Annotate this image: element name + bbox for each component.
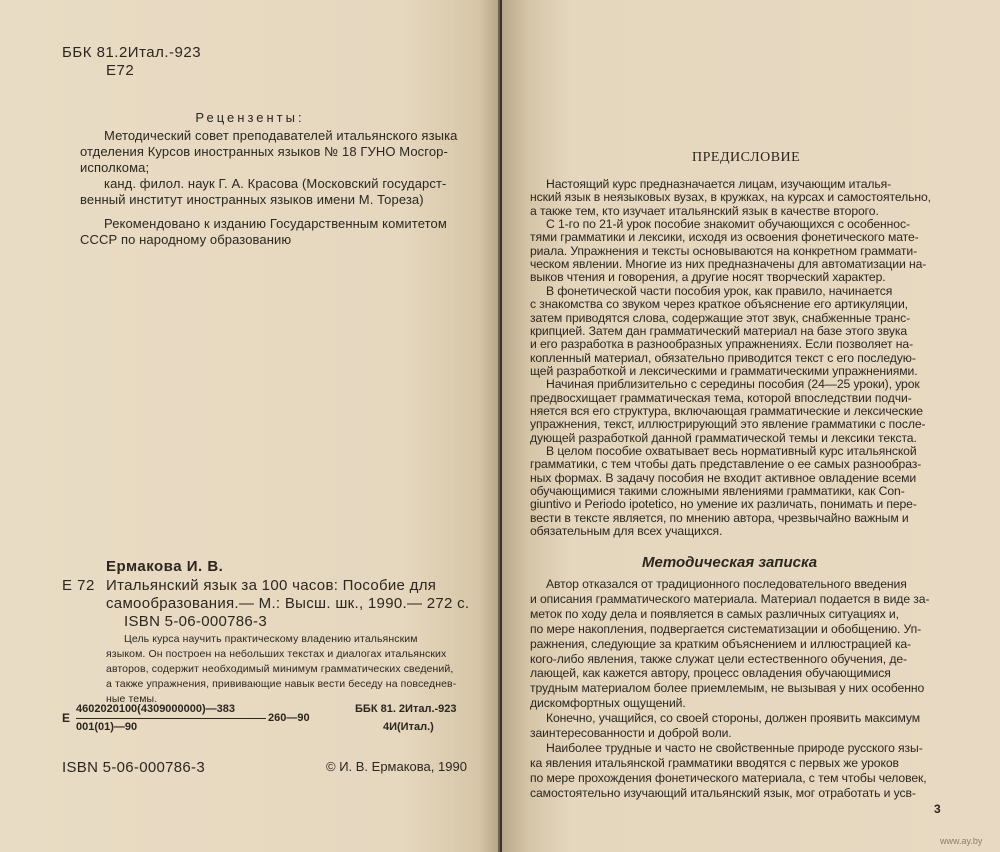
preface-line: дующей разработкой данной грамматической темы и лексики текста.: [530, 430, 917, 445]
method-note-heading: Методическая записка: [642, 554, 818, 571]
preface-line: Начиная приблизительно с середины пособия (24—25 уроки), урок: [546, 377, 920, 392]
method-note-line: самостоятельно изучающий итальянский язык, мог отработать и усв-: [530, 785, 916, 800]
recommendation-line: СССР по народному образованию: [80, 232, 292, 247]
method-note-line: и описания грамматического материала. Материал подается в виде за-: [530, 591, 930, 606]
bbk-subcode-bottom: 4И(Итал.): [383, 721, 434, 733]
method-note-line: по мере прохождения фонетического материала, с тем чтобы человек,: [530, 770, 927, 785]
method-note-line: кого-либо явления, также служат цели естественного обучения, де-: [530, 651, 908, 666]
author-name: Ермакова И. В.: [106, 558, 224, 575]
preface-line: тями грамматики и лексики, исходя из освоения фонетического мате-: [530, 230, 919, 245]
description-line: языком. Он построен на небольших текстах и диалогах итальянских: [106, 648, 447, 660]
preface-line: щей разработкой и лексическими и грамматическими упражнениями.: [530, 363, 918, 378]
page-number: 3: [934, 802, 941, 816]
preface-line: ческом явлении. Многие из них предназначены для автоматизации на-: [530, 257, 927, 272]
preface-line: риала. Упражнения и тексты основываются на конкретном граммати-: [530, 243, 918, 258]
book-isbn: ISBN 5-06-000786-3: [124, 613, 267, 630]
reviewer-line: канд. филол. наук Г. А. Красова (Московский государст-: [104, 176, 447, 191]
isbn: ISBN 5-06-000786-3: [62, 759, 205, 776]
watermark: www.ay.by: [940, 836, 983, 846]
reviewer-line: отделения Курсов иностранных языков № 18 ГУНО Мосгор-: [80, 144, 448, 159]
reviewer-line: венный институт иностранных языков имени М. Тореза): [80, 192, 424, 207]
description-line: а также упражнения, прививающие навык вести беседу на повседнев-: [106, 678, 457, 690]
copyright: © И. В. Ермакова, 1990: [326, 759, 467, 774]
preface-heading: ПРЕДИСЛОВИЕ: [692, 150, 801, 165]
preface-line: копленный материал, обязательно приводится текст с его последую-: [530, 350, 916, 365]
preface-line: крипцией. Затем дан грамматический материал на базе этого звука: [530, 323, 908, 338]
preface-line: затем приводятся слова, содержащие этот звук, снабженные транс-: [530, 310, 911, 325]
method-note-line: трудным материалом более приемлемым, не вызывая у них особенно: [530, 681, 925, 696]
preface-line: Настоящий курс предназначается лицам, изучающим италья-: [546, 177, 892, 191]
preface-line: а также тем, кто изучает итальянский язык в качестве второго.: [530, 203, 879, 218]
method-note-line: ка явления итальянской грамматики вводятся с первых же уроков: [530, 755, 899, 770]
method-note-line: Конечно, учащийся, со своей стороны, должен проявить максимум: [546, 711, 921, 726]
method-note-line: Автор отказался от традиционного последовательного введения: [546, 577, 907, 591]
preface-line: С 1-го по 21-й урок пособие знакомит обучающихся с особеннос-: [546, 217, 910, 232]
preface-line: грамматики, с тем чтобы дать представление о ее самых разнообраз-: [530, 457, 922, 472]
recommendation-line: Рекомендовано к изданию Государственным комитетом: [104, 216, 447, 231]
method-note-line: заинтересованности и доброй воли.: [530, 726, 732, 740]
preface-line: няется вся его структура, включающая грамматические и лексические: [530, 403, 923, 418]
description-line: авторов, содержит необходимый минимум грамматических сведений,: [106, 663, 454, 675]
method-note-line: по мере накопления, подвергается систематизации и обобщению. Уп-: [530, 621, 922, 636]
bbk-code-bottom: ББК 81. 2Итал.-923: [355, 703, 457, 715]
index-letter: Е: [62, 711, 71, 725]
author-mark-code: Е72: [106, 62, 135, 79]
bbk-code: ББК 81.2Итал.-923: [62, 44, 202, 61]
description-line: Цель курса научить практическому владению итальянским: [124, 633, 418, 645]
method-note-line: меток по ходу дела и появляется в самых различных ситуациях и,: [530, 606, 899, 621]
book-title-line: Итальянский язык за 100 часов: Пособие для: [106, 577, 437, 594]
method-note-line: лающей, как кажется автору, процесс овладения обучающимися: [530, 666, 891, 681]
method-note-line: ражнения, следующие за кратким объяснением и иллюстрацией ка-: [530, 636, 911, 651]
book-title-line: самообразования.— М.: Высш. шк., 1990.— 272 с.: [106, 595, 470, 612]
reviewers-heading: Рецензенты:: [195, 110, 305, 125]
method-note-line: Наиболее трудные и часто не свойственные природе русского язы-: [546, 740, 923, 755]
reviewer-line: исполкома;: [80, 160, 150, 175]
preface-line: В фонетической части пособия урок, как правило, начинается: [546, 283, 893, 298]
preface-line: с знакомства со звуком через краткое объяснение его артикуляции,: [530, 297, 908, 312]
preface-line: giuntivo и Periodo ipotetico, но умение их различать, понимать и пере-: [530, 497, 917, 512]
preface-line: обучающимися такими сложными явлениями грамматики, как Con-: [530, 484, 905, 499]
method-note-line: дискомфортных ощущений.: [530, 696, 686, 711]
index-denominator: 001(01)—90: [76, 721, 138, 733]
index-suffix: 260—90: [268, 712, 310, 724]
reviewer-line: Методический совет преподавателей итальянского языка: [104, 128, 458, 143]
preface-line: упражнения, текст, иллюстрирующий это явление грамматики с после-: [530, 417, 926, 432]
preface-line: нский язык в неязыковых вузах, в кружках, на курсах и самостоятельно,: [530, 190, 931, 205]
preface-line: выков чтения и говорения, а другие носят творческий характер.: [530, 270, 886, 285]
preface-line: ных формах. В задачу пособия не входит активное овладение всеми: [530, 470, 917, 485]
fraction-rule: [76, 718, 266, 719]
right-page: [502, 0, 1000, 852]
preface-line: обязательным для всех учащихся.: [530, 524, 723, 539]
description-line: ные темы.: [106, 693, 158, 705]
preface-line: и его разработка в разнообразных упражнениях. Если позволяет на-: [530, 337, 914, 352]
preface-line: В целом пособие охватывает весь нормативный курс итальянской: [546, 444, 917, 458]
preface-line: вести в тексте является, по мнению автора, чрезвычайно важным и: [530, 510, 909, 525]
preface-line: предвосхищает грамматическая тема, которой впоследствии подчи-: [530, 390, 912, 405]
author-mark: Е 72: [62, 577, 95, 594]
index-numerator: 4602020100(4309000000)—383: [76, 703, 236, 715]
